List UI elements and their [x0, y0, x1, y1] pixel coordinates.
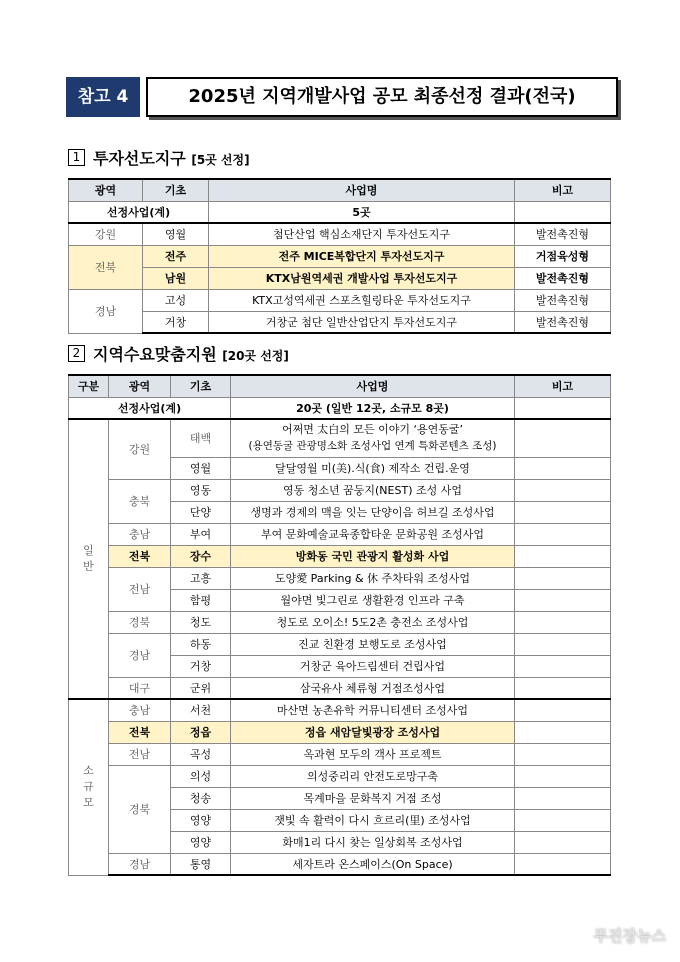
group-small-cell — [69, 699, 109, 875]
section1-subtitle: [5곳 선정] — [191, 153, 250, 167]
total-value: 5곳 — [209, 201, 515, 223]
note-cell: 발전촉진형 — [515, 289, 611, 311]
note-cell: 발전촉진형 — [515, 223, 611, 245]
table-row — [69, 545, 611, 567]
col-header: 기초 — [171, 375, 231, 397]
table-row — [69, 567, 611, 589]
group-general-label: 일반 — [83, 544, 94, 573]
project-name-cell: KTX남원역세권 개발사업 투자선도지구 — [209, 267, 515, 289]
city-cell: 고흥 — [171, 567, 231, 589]
col-header: 기초 — [143, 179, 209, 201]
city-cell: 부여 — [171, 523, 231, 545]
region-cell: 충북 — [109, 479, 171, 523]
city-cell: 곡성 — [171, 743, 231, 765]
table-row — [69, 311, 611, 333]
city-cell: 영양 — [171, 809, 231, 831]
region-cell: 경북 — [109, 765, 171, 853]
city-cell: 정읍 — [171, 721, 231, 743]
section1-heading — [68, 148, 250, 170]
reference-badge: 참고 4 — [66, 77, 140, 117]
city-cell: 영동 — [171, 479, 231, 501]
table-row — [69, 677, 611, 699]
region-cell: 강원 — [109, 419, 171, 479]
table-row — [69, 523, 611, 545]
city-cell: 고성 — [143, 289, 209, 311]
investment-district-table — [68, 178, 611, 334]
project-name-cell: 도양愛 Parking & 休 주차타워 조성사업 — [231, 567, 515, 589]
project-name-cell: 의성중리리 안전도로망구축 — [231, 765, 515, 787]
region-cell: 경남 — [69, 289, 143, 333]
project-name-cell: 생명과 경제의 맥을 잇는 단양이음 허브길 조성사업 — [231, 501, 515, 523]
project-name-cell: 화매1리 다시 찾는 일상회복 조성사업 — [231, 831, 515, 853]
table-row — [69, 245, 611, 267]
region-cell: 전남 — [109, 567, 171, 611]
table-row — [69, 853, 611, 875]
table-row — [69, 743, 611, 765]
project-name-cell: 옥과현 모두의 객사 프로젝트 — [231, 743, 515, 765]
section1-title: 투자선도지구 — [93, 149, 186, 168]
region-cell: 충남 — [109, 699, 171, 721]
project-name-cell: 거창군 육아드림센터 건립사업 — [231, 655, 515, 677]
col-header: 비고 — [515, 375, 611, 397]
project-name-cell — [231, 419, 515, 457]
city-cell: 통영 — [171, 853, 231, 875]
project-name-line1: 어쩌면 太白의 모든 이야기 ‘용연동굴’ — [281, 423, 464, 437]
col-header: 광역 — [69, 179, 143, 201]
city-cell: 하동 — [171, 633, 231, 655]
project-name-cell: 부여 문화예술교육종합타운 문화공원 조성사업 — [231, 523, 515, 545]
city-cell: 군위 — [171, 677, 231, 699]
region-cell: 전북 — [109, 545, 171, 567]
project-name-cell: 영동 청소년 꿈둥지(NEST) 조성 사업 — [231, 479, 515, 501]
region-cell: 전북 — [69, 245, 143, 289]
project-name-cell: 마산면 농촌유학 커뮤니티센터 조성사업 — [231, 699, 515, 721]
table-row — [69, 223, 611, 245]
group-small-label: 소규모 — [83, 764, 94, 810]
table-row — [69, 765, 611, 787]
table-header-row — [69, 375, 611, 397]
regional-demand-table — [68, 374, 611, 876]
region-cell: 경남 — [109, 633, 171, 677]
table-header-row — [69, 179, 611, 201]
total-label: 선정사업(계) — [69, 201, 209, 223]
project-name-cell: 방화동 국민 관광지 활성화 사업 — [231, 545, 515, 567]
table-row — [69, 611, 611, 633]
region-cell: 경북 — [109, 611, 171, 633]
project-name-cell: 정읍 새암달빛광장 조성사업 — [231, 721, 515, 743]
col-header: 광역 — [109, 375, 171, 397]
project-name-cell: 거창군 첨단 일반산업단지 투자선도지구 — [209, 311, 515, 333]
section2-heading — [68, 344, 289, 366]
table-row — [69, 267, 611, 289]
city-cell: 전주 — [143, 245, 209, 267]
note-cell: 거점육성형 — [515, 245, 611, 267]
city-cell: 의성 — [171, 765, 231, 787]
total-label: 선정사업(계) — [69, 397, 231, 419]
table-row — [69, 479, 611, 501]
city-cell: 청도 — [171, 611, 231, 633]
region-cell: 경남 — [109, 853, 171, 875]
region-cell: 전북 — [109, 721, 171, 743]
table-row — [69, 419, 611, 457]
region-cell: 강원 — [69, 223, 143, 245]
city-cell: 거창 — [143, 311, 209, 333]
project-name-cell: 달달영월 미(美).식(食) 제작소 건립.운영 — [231, 457, 515, 479]
note-cell: 발전촉진형 — [515, 267, 611, 289]
section2-subtitle: [20곳 선정] — [222, 349, 289, 363]
city-cell: 청송 — [171, 787, 231, 809]
city-cell: 영양 — [171, 831, 231, 853]
page-header — [66, 77, 618, 117]
project-name-cell: 진교 친환경 보행도로 조성사업 — [231, 633, 515, 655]
project-name-cell: KTX고성역세권 스포츠힐링타운 투자선도지구 — [209, 289, 515, 311]
project-name-cell: 청도로 오이소! 5도2촌 충전소 조성사업 — [231, 611, 515, 633]
city-cell: 영월 — [143, 223, 209, 245]
col-header: 비고 — [515, 179, 611, 201]
section1-number: 1 — [68, 149, 85, 166]
city-cell: 함평 — [171, 589, 231, 611]
city-cell: 거창 — [171, 655, 231, 677]
section2-number: 2 — [68, 345, 85, 362]
total-value: 20곳 (일반 12곳, 소규모 8곳) — [231, 397, 515, 419]
project-name-cell: 목계마을 문화복지 거점 조성 — [231, 787, 515, 809]
project-name-cell: 전주 MICE복합단지 투자선도지구 — [209, 245, 515, 267]
watermark: 무진장뉴스 — [593, 927, 666, 945]
note-cell: 발전촉진형 — [515, 311, 611, 333]
city-cell: 남원 — [143, 267, 209, 289]
col-header: 사업명 — [209, 179, 515, 201]
col-header: 구분 — [69, 375, 109, 397]
group-general-cell — [69, 419, 109, 699]
region-cell: 전남 — [109, 743, 171, 765]
city-cell: 영월 — [171, 457, 231, 479]
project-name-cell: 삼국유사 체류형 거점조성사업 — [231, 677, 515, 699]
table-row — [69, 289, 611, 311]
city-cell: 태백 — [171, 419, 231, 457]
page-title: 2025년 지역개발사업 공모 최종선정 결과(전국) — [146, 77, 618, 117]
table-row — [69, 721, 611, 743]
col-header: 사업명 — [231, 375, 515, 397]
project-name-cell: 세자트라 온스페이스(On Space) — [231, 853, 515, 875]
table-row — [69, 699, 611, 721]
table-row — [69, 633, 611, 655]
region-cell: 충남 — [109, 523, 171, 545]
project-name-line2: (용연동굴 관광명소화 조성사업 연계 특화콘텐츠 조성) — [248, 440, 497, 453]
total-row — [69, 397, 611, 419]
total-row — [69, 201, 611, 223]
section2-title: 지역수요맞춤지원 — [93, 345, 217, 364]
project-name-cell: 잿빛 속 활력이 다시 흐르리(里) 조성사업 — [231, 809, 515, 831]
city-cell: 서천 — [171, 699, 231, 721]
city-cell: 단양 — [171, 501, 231, 523]
city-cell: 장수 — [171, 545, 231, 567]
project-name-cell: 월야면 빛그린로 생활환경 인프라 구축 — [231, 589, 515, 611]
region-cell: 대구 — [109, 677, 171, 699]
project-name-cell: 첨단산업 핵심소재단지 투자선도지구 — [209, 223, 515, 245]
